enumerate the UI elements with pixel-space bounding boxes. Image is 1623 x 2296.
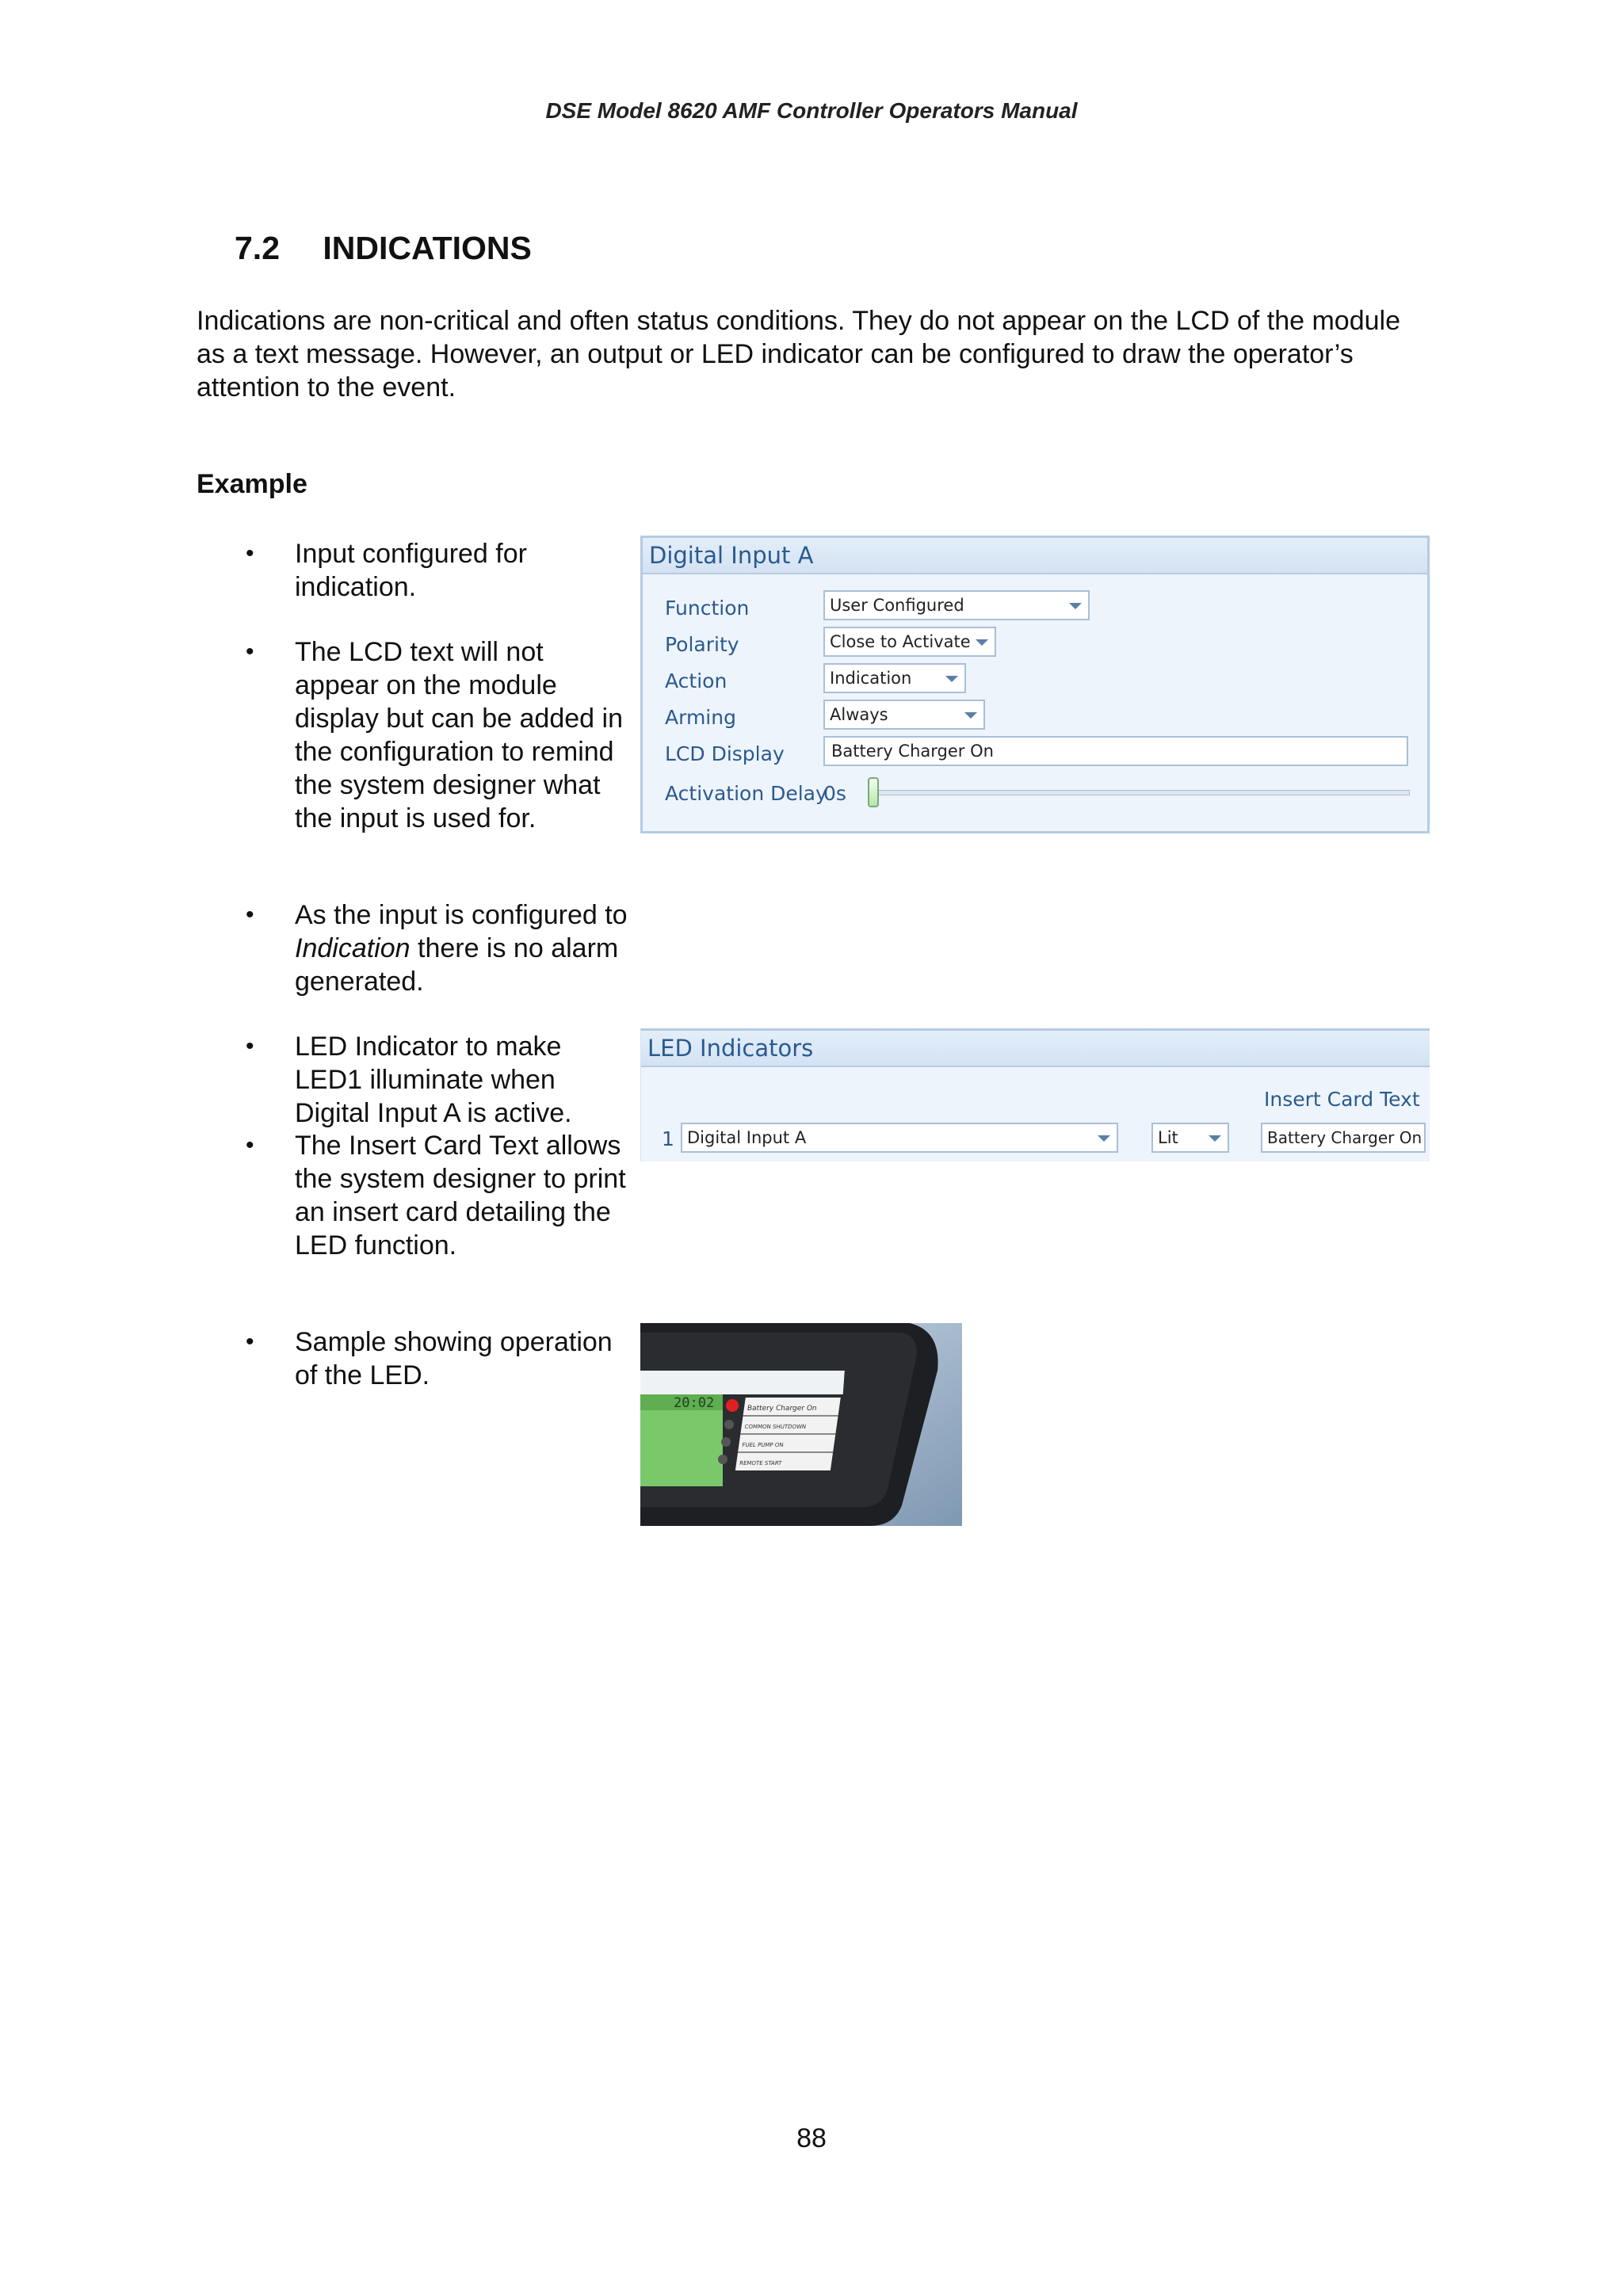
activation-delay-slider-thumb[interactable]	[868, 777, 879, 807]
function-select[interactable]	[823, 590, 1090, 620]
led-source-select[interactable]	[681, 1123, 1118, 1153]
arming-value: Always	[830, 705, 888, 724]
lcd-display-input[interactable]: Battery Charger On	[823, 736, 1408, 766]
bullet-text: The LCD text will not appear on the module display but can be added in the configuration to remind the system designer what the input is used for.	[295, 637, 623, 833]
panel-title: LED Indicators	[641, 1031, 1430, 1067]
bullet-text: LED Indicator to make LED1 illuminate when Digital Input A is active.	[295, 1032, 572, 1128]
bullet-text: Sample showing operation of the LED.	[295, 1327, 613, 1390]
digital-input-panel	[640, 536, 1430, 833]
arming-select[interactable]	[823, 700, 985, 730]
led-sample-photo	[640, 1323, 962, 1526]
activation-delay-value: 0s	[823, 782, 846, 805]
chevron-down-icon	[1098, 1135, 1110, 1142]
insert-card-line: Battery Charger On	[747, 1405, 818, 1413]
section-number: 7.2	[235, 230, 280, 266]
insert-card-line: FUEL PUMP ON	[741, 1441, 785, 1448]
insert-card-text-input[interactable]: Battery Charger On	[1261, 1123, 1426, 1153]
action-value: Indication	[830, 669, 912, 688]
module-illustration	[640, 1323, 962, 1526]
bullet-emphasis: Indication	[295, 933, 411, 963]
page-number: 88	[796, 2123, 827, 2153]
lcd-display-label: LCD Display	[665, 742, 785, 765]
bullet-text	[295, 898, 628, 998]
bullet-dot: •	[246, 1132, 254, 1158]
chevron-down-icon	[1069, 603, 1082, 609]
bullet-dot: •	[246, 1033, 254, 1059]
insert-card-text-header: Insert Card Text	[1264, 1088, 1420, 1111]
running-header: DSE Model 8620 AMF Controller Operators Manual	[545, 98, 1078, 123]
section-heading	[235, 230, 532, 267]
bullet-dot: •	[246, 902, 254, 928]
bullet-text: The Insert Card Text allows the system designer to print an insert card detailing the LED function.	[295, 1131, 626, 1261]
function-value: User Configured	[830, 596, 964, 615]
action-label: Action	[665, 669, 727, 692]
bullet-text-part: there is no alarm generated.	[295, 933, 619, 997]
arming-label: Arming	[665, 706, 736, 729]
led-source-value: Digital Input A	[687, 1128, 807, 1147]
bullet-dot: •	[246, 540, 254, 566]
led-row-number: 1	[662, 1127, 674, 1150]
example-heading: Example	[197, 469, 307, 499]
activation-delay-label: Activation Delay	[665, 782, 827, 805]
polarity-label: Polarity	[665, 633, 739, 656]
bullet-text-part: As the input is configured to	[295, 900, 628, 930]
polarity-value: Close to Activate	[830, 632, 971, 651]
chevron-down-icon	[945, 676, 958, 682]
chevron-down-icon	[976, 639, 988, 646]
function-label: Function	[665, 597, 750, 620]
chevron-down-icon	[1209, 1135, 1221, 1142]
insert-card-line: COMMON SHUTDOWN	[744, 1423, 807, 1430]
polarity-select[interactable]	[823, 627, 996, 657]
bullet-text: Input configured for indication.	[295, 539, 527, 602]
activation-delay-slider-track[interactable]	[869, 790, 1410, 795]
action-select[interactable]	[823, 663, 966, 693]
intro-paragraph: Indications are non-critical and often status conditions. They do not appear on the LCD of the module as a text message. However, an output or LED indicator can be configured to draw the operator’s attention to the event.	[197, 306, 1400, 402]
led-state-value: Lit	[1158, 1128, 1178, 1147]
lcd-text: 20:02	[674, 1395, 715, 1411]
bullet-dot: •	[246, 639, 254, 665]
bullet-dot: •	[246, 1329, 254, 1355]
insert-card-line: REMOTE START	[739, 1459, 783, 1466]
led-indicators-panel	[640, 1028, 1430, 1161]
section-title: INDICATIONS	[323, 230, 532, 266]
panel-title: Digital Input A	[643, 538, 1427, 574]
chevron-down-icon	[964, 712, 977, 719]
led-state-select[interactable]	[1151, 1123, 1229, 1153]
